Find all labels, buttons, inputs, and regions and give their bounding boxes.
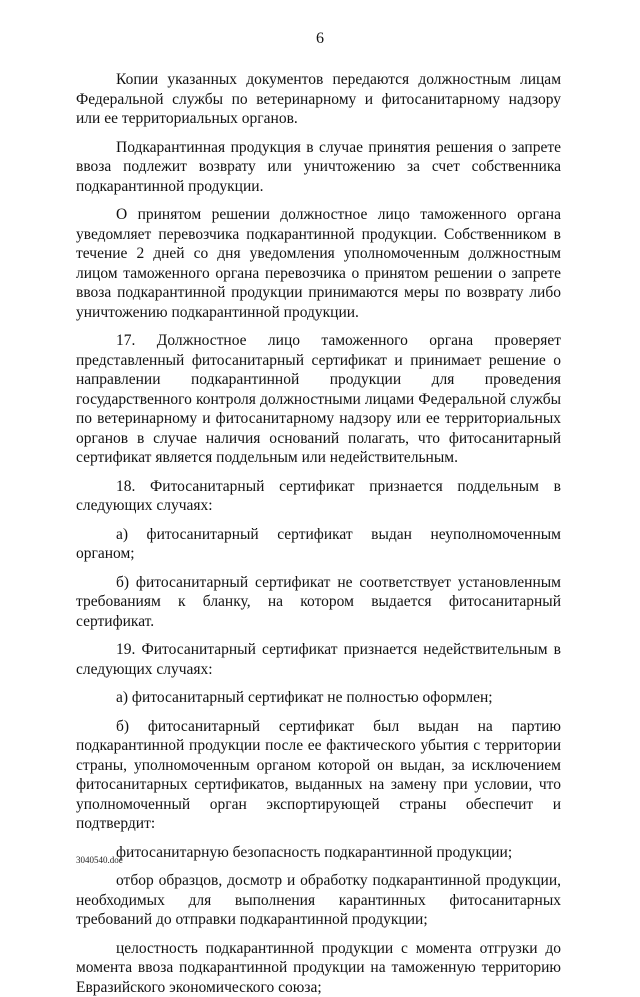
paragraph-item-17: 17. Должностное лицо таможенного органа проверяет представленный фитосанитарный сертификат и принимает решение о направлении подкарантинной продукции для проведения государственного контроля должностными лицами Федеральной службы по ветеринарному и фитосанитарному надзору или ее территориальных органов в случае наличия оснований полагать, что фитосанитарный сертификат является поддельным или недействительным.	[76, 331, 561, 468]
paragraph: О принятом решении должностное лицо таможенного органа уведомляет перевозчика подкарантинной продукции. Собственником в течение 2 дней со дня уведомления уполномоченным должностным лицом таможенного органа перевозчика о принятом решении о запрете ввоза подкарантинной продукции принимаются меры по возврату либо уничтожению подкарантинной продукции.	[76, 205, 561, 322]
paragraph-item-19a: а) фитосанитарный сертификат не полностью оформлен;	[76, 688, 561, 708]
paragraph-item-18b: б) фитосанитарный сертификат не соответствует установленным требованиям к бланку, на котором выдается фитосанитарный сертификат.	[76, 573, 561, 632]
paragraph-condition: фитосанитарную безопасность подкарантинной продукции;	[76, 843, 561, 863]
paragraph-item-18: 18. Фитосанитарный сертификат признается поддельным в следующих случаях:	[76, 477, 561, 516]
paragraph-condition: отбор образцов, досмотр и обработку подкарантинной продукции, необходимых для выполнения карантинных фитосанитарных требований до отправки подкарантинной продукции;	[76, 871, 561, 930]
page-number: 6	[0, 30, 640, 48]
paragraph: Подкарантинная продукция в случае принятия решения о запрете ввоза подлежит возврату или уничтожению за счет собственника подкарантинной продукции.	[76, 138, 561, 197]
paragraph-item-18a: а) фитосанитарный сертификат выдан неуполномоченным органом;	[76, 525, 561, 564]
paragraph-item-19b: б) фитосанитарный сертификат был выдан на партию подкарантинной продукции после ее фактического убытия с территории страны, уполномоченным органом которой он выдан, за исключением фитосанитарных сертификатов, выданных на замену при условии, что уполномоченный орган экспортирующей страны обеспечит и подтвердит:	[76, 717, 561, 834]
footer-filename: 3040540.doc	[76, 855, 123, 865]
document-body	[76, 70, 561, 997]
paragraph-condition: целостность подкарантинной продукции с момента отгрузки до момента ввоза подкарантинной продукции на таможенную территорию Евразийского экономического союза;	[76, 939, 561, 997]
paragraph: Копии указанных документов передаются должностным лицам Федеральной службы по ветеринарному и фитосанитарному надзору или ее территориальных органов.	[76, 70, 561, 129]
paragraph-item-19: 19. Фитосанитарный сертификат признается недействительным в следующих случаях:	[76, 640, 561, 679]
